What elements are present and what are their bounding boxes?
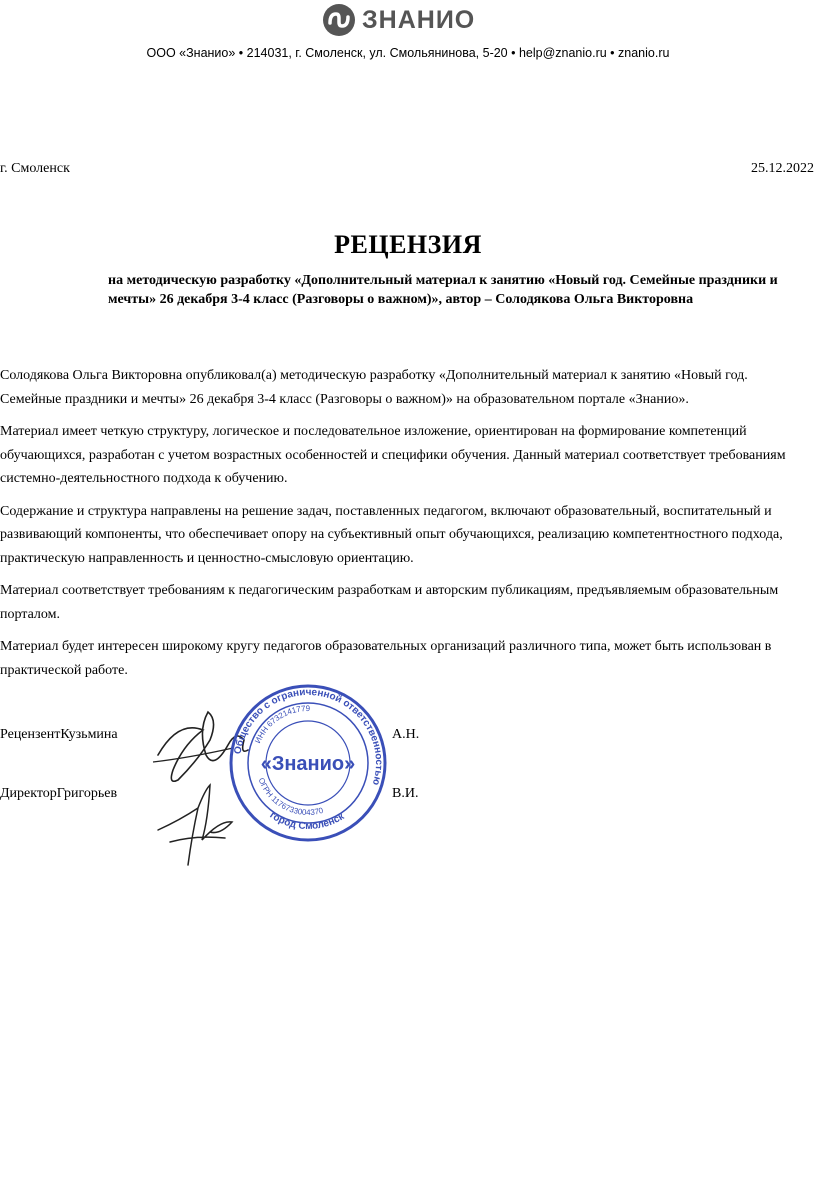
director-name: ДиректорГригорьев (0, 786, 118, 801)
company-stamp (228, 683, 388, 843)
stamp-outer-text: Общество с ограниченной ответственностью (232, 686, 385, 787)
svg-text:ОГРН 1176733004370 (257, 777, 325, 818)
logo-text: ЗНАНИО (362, 5, 476, 34)
paragraph: Солодякова Ольга Викторовна опубликовал(а) методическую разработку «Дополнительный материал к занятию «Новый год. Семейные праздники и мечты» 26 декабря 3-4 класс (Разговоры о важном)» на образовательном портале «Знанио». (0, 368, 748, 407)
znanio-logo-icon (322, 3, 356, 37)
paragraph: Материал будет интересен широкому кругу педагогов образовательных организаций различного типа, может быть использован в практической работе. (0, 639, 772, 678)
stamp-center-text: «Знанио» (260, 753, 356, 775)
director-initials: В.И. (392, 786, 419, 801)
document-body (0, 364, 806, 691)
document-date: 25.12.2022 (751, 161, 814, 176)
document-title: РЕЦЕНЗИЯ (334, 230, 482, 259)
stamp-inn-text: ИНН 6732141779 (253, 703, 311, 745)
organization-details: ООО «Знанио» • 214031, г. Смоленск, ул. Смольянинова, 5-20 • help@znanio.ru • znanio.ru (146, 46, 670, 60)
paragraph: Содержание и структура направлены на решение задач, поставленных педагогом, включают образовательный, воспитательный и развивающий компоненты, что обеспечивает опору на субъективный опыт обучающихся, реализацию компетентностного подхода, практическую направленность и ценностно-смысловую ориентацию. (0, 503, 783, 566)
stamp-ogrn-text: ОГРН 1176733004370 (256, 776, 325, 818)
stamp-city-text: город Смоленск (267, 809, 347, 833)
reviewer-initials: А.Н. (392, 727, 420, 742)
document-city: г. Смоленск (0, 161, 70, 176)
company-logo (322, 2, 492, 38)
reviewer-name: РецензентКузьмина (0, 727, 118, 742)
paragraph: Материал соответствует требованиям к педагогическим разработкам и авторским публикациям, предъявляемым образовательным порталом. (0, 583, 779, 622)
document-subtitle: на методическую разработку «Дополнительный материал к занятию «Новый год. Семейные праздники и мечты» 26 декабря 3-4 класс (Разговоры о важном)», автор – Солодякова Ольга Викторовна (108, 273, 778, 307)
paragraph: Материал имеет четкую структуру, логическое и последовательное изложение, ориентирован на формирование компетенций обучающихся, разработан с учетом возрастных особенностей и специфики обучения. Данный материал соответствует требованиям системно-деятельностного подхода к обучению. (0, 424, 786, 486)
